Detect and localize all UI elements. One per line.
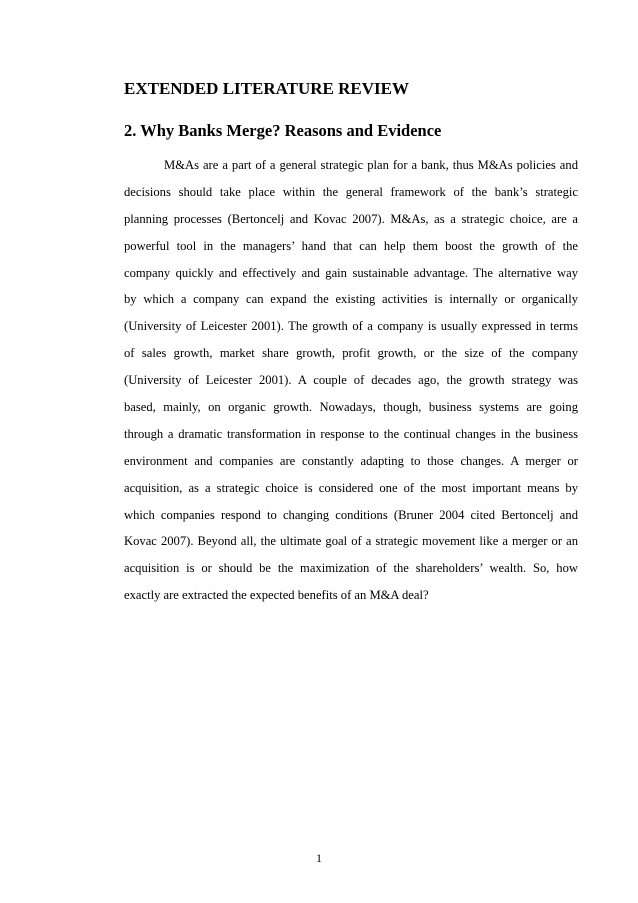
- paragraph-line: environment and companies are constantly adapting to those changes. A merger or: [124, 453, 578, 468]
- page-number: 1: [316, 851, 322, 865]
- paragraph-line: based, mainly, on organic growth. Nowadays, though, business systems are going: [124, 400, 578, 415]
- paragraph-line: powerful tool in the managers’ hand that can help them boost the growth of the: [124, 238, 578, 253]
- paragraph-line: M&As are a part of a general strategic plan for a bank, thus M&As policies and: [164, 158, 578, 172]
- paragraph-line: which companies respond to changing conditions (Bruner 2004 cited Bertoncelj and: [124, 507, 578, 522]
- paragraph-line: company quickly and effectively and gain sustainable advantage. The alternative way: [124, 265, 578, 280]
- paragraph-line: Kovac 2007). Beyond all, the ultimate goal of a strategic movement like a merger or an: [124, 534, 578, 549]
- paragraph-line: decisions should take place within the general framework of the bank’s strategic: [124, 184, 578, 199]
- paragraph-line: by which a company can expand the existing activities is internally or organically: [124, 292, 578, 307]
- paragraph-line: acquisition, as a strategic choice is considered one of the most important means by: [124, 480, 578, 495]
- section-heading: 2. Why Banks Merge? Reasons and Evidence: [124, 121, 442, 140]
- paragraph-line: planning processes (Bertoncelj and Kovac 2007). M&As, as a strategic choice, are a: [124, 211, 578, 226]
- paragraph-line: exactly are extracted the expected benefits of an M&A deal?: [124, 588, 429, 603]
- paragraph-line: of sales growth, market share growth, profit growth, or the size of the company: [124, 346, 578, 361]
- paragraph-line: through a dramatic transformation in response to the continual changes in the business: [124, 426, 578, 441]
- paragraph-line: (University of Leicester 2001). The growth of a company is usually expressed in terms: [124, 319, 578, 334]
- document-title: EXTENDED LITERATURE REVIEW: [124, 79, 409, 98]
- body-paragraph: [124, 152, 578, 609]
- paragraph-line: acquisition is or should be the maximization of the shareholders’ wealth. So, how: [124, 561, 578, 576]
- paragraph-line: (University of Leicester 2001). A couple of decades ago, the growth strategy was: [124, 373, 578, 388]
